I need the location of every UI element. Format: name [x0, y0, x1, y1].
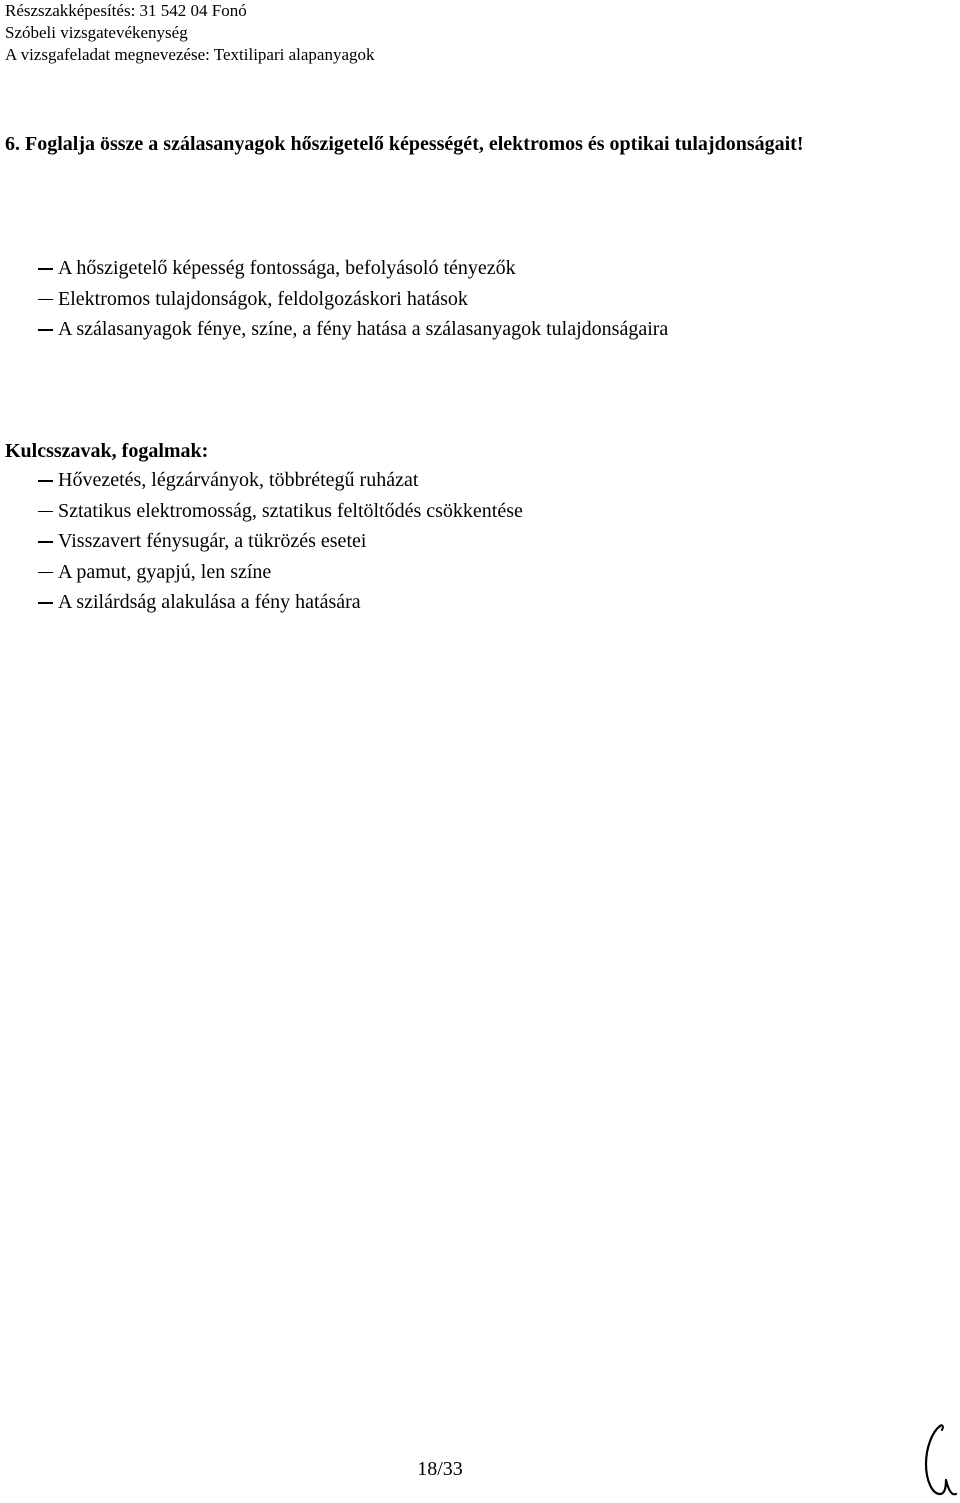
list-item — [0, 314, 668, 345]
signature-icon — [918, 1422, 958, 1500]
dash-bullet-icon — [38, 602, 53, 604]
list-item — [0, 587, 523, 618]
header-exam-activity: Szóbeli vizsgatevékenység — [5, 23, 188, 42]
topic-text: A hőszigetelő képesség fontossága, befolyásoló tényezők — [58, 257, 516, 279]
keyword-text: A pamut, gyapjú, len színe — [58, 560, 272, 583]
list-item — [0, 557, 523, 588]
topic-list — [0, 253, 668, 345]
keyword-text: Hővezetés, légzárványok, többrétegű ruházat — [58, 469, 419, 491]
topic-text: Elektromos tulajdonságok, feldolgozáskori hatások — [58, 287, 468, 310]
dash-bullet-icon — [38, 480, 53, 482]
keyword-text: Visszavert fénysugár, a tükrözés esetei — [58, 530, 367, 552]
question-text: 6. Foglalja össze a szálasanyagok hőszigetelő képességét, elektromos és optikai tulajdonságait! — [5, 133, 804, 155]
dash-bullet-icon — [38, 572, 53, 574]
dash-bullet-icon — [38, 329, 53, 331]
dash-bullet-icon — [38, 541, 53, 543]
keyword-text: Sztatikus elektromosság, sztatikus feltöltődés csökkentése — [58, 499, 523, 522]
list-item — [0, 496, 523, 527]
page-number: 18/33 — [417, 1458, 463, 1480]
keyword-list — [0, 465, 523, 618]
keyword-text: A szilárdság alakulása a fény hatására — [58, 591, 361, 613]
keywords-heading: Kulcsszavak, fogalmak: — [5, 440, 209, 462]
topic-text: A szálasanyagok fénye, színe, a fény hatása a szálasanyagok tulajdonságaira — [58, 318, 669, 340]
document-header — [5, 0, 375, 66]
dash-bullet-icon — [38, 299, 53, 301]
list-item — [0, 526, 523, 557]
list-item — [0, 253, 668, 284]
dash-bullet-icon — [38, 268, 53, 270]
header-task-name: A vizsgafeladat megnevezése: Textilipari alapanyagok — [5, 45, 375, 64]
dash-bullet-icon — [38, 511, 53, 513]
header-qualification: Részszakképesítés: 31 542 04 Fonó — [5, 1, 247, 20]
list-item — [0, 465, 523, 496]
list-item — [0, 284, 668, 315]
